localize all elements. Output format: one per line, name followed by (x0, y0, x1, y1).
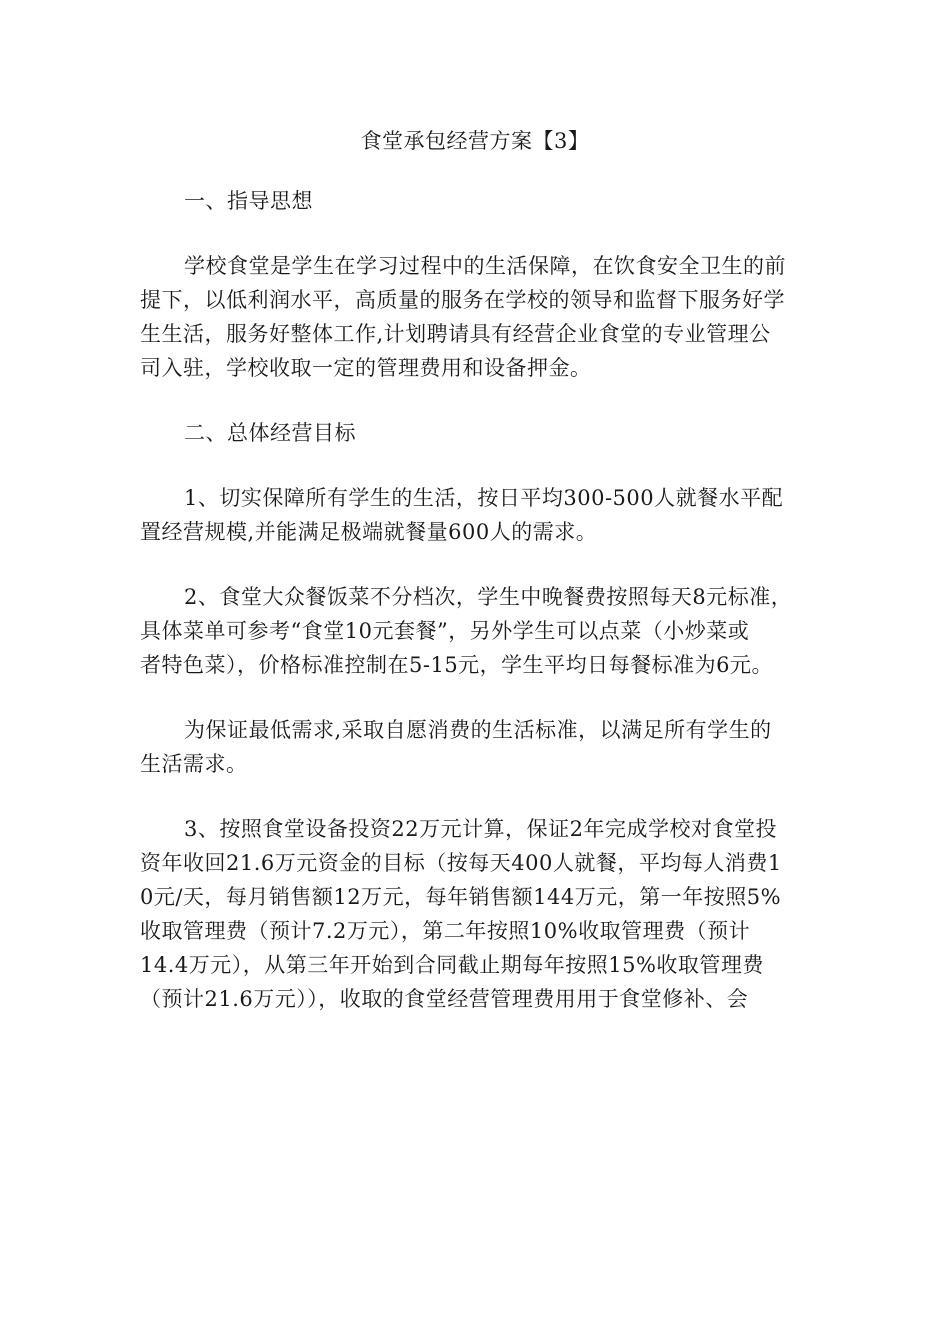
text-line: 资年收回21.6万元资金的目标（按每天400人就餐，平均每人消费1 (140, 851, 782, 875)
paragraph-goal-1 (140, 481, 820, 549)
text-line: 生生活，服务好整体工作,计划聘请具有经营企业食堂的专业管理公 (140, 322, 771, 346)
text-line: 0元/天，每月销售额12万元，每年销售额144万元，第一年按照5% (140, 885, 782, 909)
text-line: 3、按照食堂设备投资22万元计算，保证2年完成学校对食堂投 (184, 817, 777, 841)
text-line: （预计21.6万元）），收取的食堂经营管理费用用于食堂修补、会 (140, 987, 749, 1011)
heading-overall-goals (140, 416, 820, 450)
heading-guiding-ideology (140, 184, 820, 218)
document-title: 食堂承包经营方案【3】 (360, 129, 590, 153)
document-body (140, 184, 820, 1047)
text-line: 具体菜单可参考“食堂10元套餐”，另外学生可以点菜（小炒菜或 (140, 619, 750, 643)
text-line: 收取管理费（预计7.2万元），第二年按照10%收取管理费（预计 (140, 919, 751, 943)
text-line: 者特色菜），价格标准控制在5-15元，学生平均日每餐标准为6元。 (140, 653, 774, 677)
text-line: 置经营规模,并能满足极端就餐量600人的需求。 (140, 520, 598, 544)
text-line: 一、指导思想 (184, 189, 313, 213)
text-line: 为保证最低需求,采取自愿消费的生活标准，以满足所有学生的 (184, 718, 772, 742)
text-line: 司入驻，学校收取一定的管理费用和设备押金。 (140, 356, 592, 380)
text-line: 生活需求。 (140, 752, 248, 776)
text-line: 提下，以低利润水平，高质量的服务在学校的领导和监督下服务好学 (140, 288, 785, 312)
paragraph-minimum-demand (140, 713, 820, 781)
text-line: 14.4万元），从第三年开始到合同截止期每年按照15%收取管理费 (140, 953, 764, 977)
paragraph-goal-2 (140, 580, 820, 682)
text-line: 2、食堂大众餐饭菜不分档次，学生中晚餐费按照每天8元标准， (184, 585, 793, 609)
paragraph-goal-3 (140, 812, 820, 1016)
text-line: 1、切实保障所有学生的生活，按日平均300-500人就餐水平配 (184, 486, 784, 510)
text-line: 二、总体经营目标 (184, 421, 356, 445)
paragraph-canteen-purpose (140, 249, 820, 385)
text-line: 学校食堂是学生在学习过程中的生活保障，在饮食安全卫生的前 (184, 254, 786, 278)
